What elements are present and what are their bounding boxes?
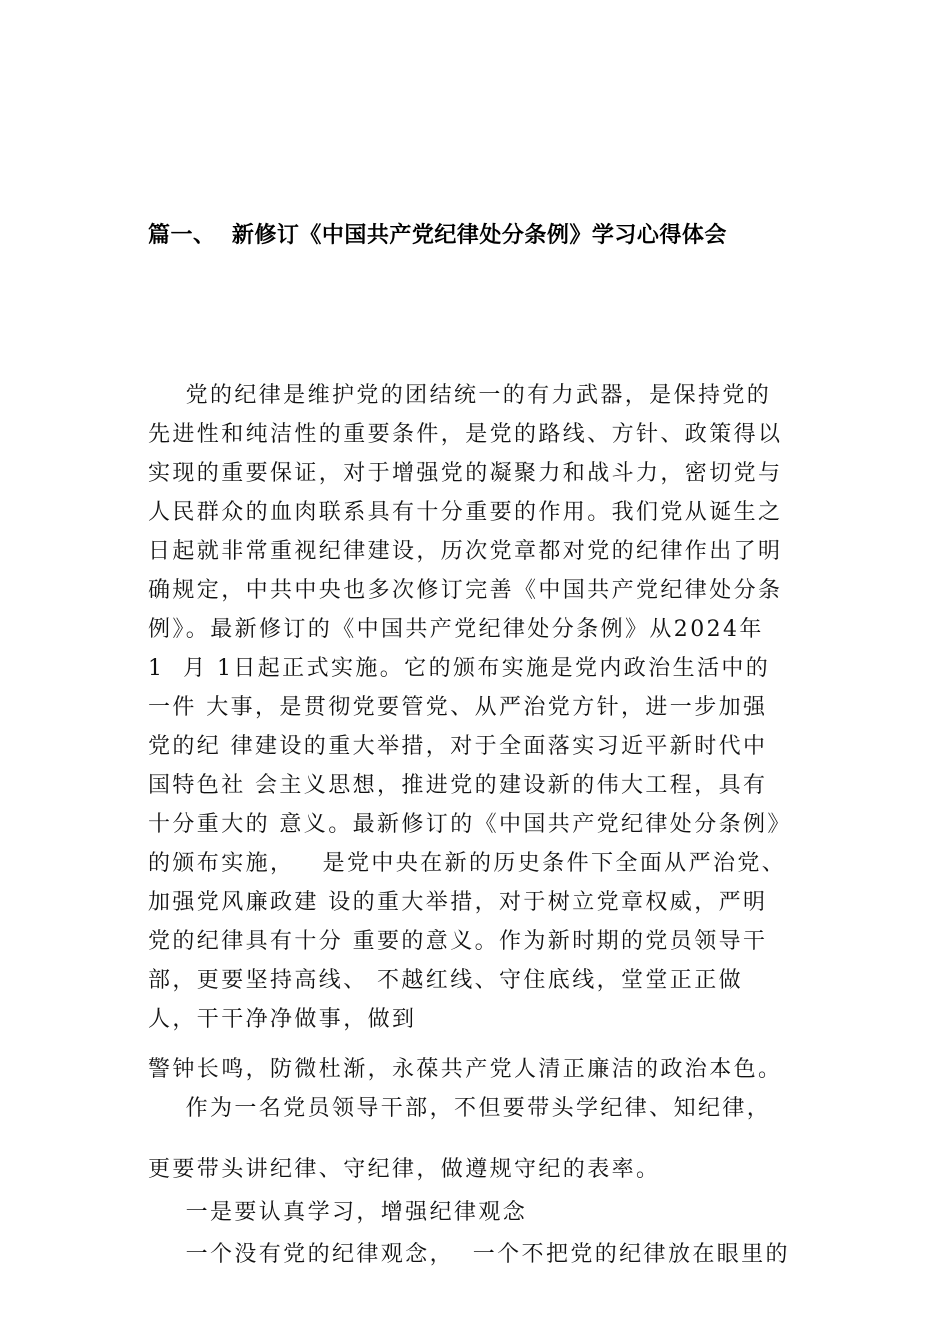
body-line-10: 党的纪 律建设的重大举措，对于全面落实习近平新时代中: [148, 734, 768, 759]
body-line-8: 1 月 1日起正式实施。它的颁布实施是党内政治生活中的: [148, 656, 771, 681]
body-line-17: 人，干干净净做事，做到: [148, 1007, 417, 1032]
body-line-20: 更要带头讲纪律、守纪律，做遵规守纪的表率。: [148, 1157, 661, 1182]
body-line-7: 例》。最新修订的《中国共产党纪律处分条例》从2024年: [148, 617, 764, 642]
body-line-4: 人民群众的血肉联系具有十分重要的作用。我们党从诞生之: [148, 500, 783, 525]
body-line-2: 先进性和纯洁性的重要条件，是党的路线、方针、政策得以: [148, 422, 783, 447]
body-line-13: 的颁布实施， 是党中央在新的历史条件下全面从严治党、: [148, 851, 787, 876]
body-line-19: 作为一名党员领导干部，不但要带头学纪律、知纪律，: [148, 1096, 772, 1121]
document-title: 篇一、 新修订《中国共产党纪律处分条例》学习心得体会: [148, 223, 727, 248]
body-line-22: 一个没有党的纪律观念， 一个不把党的纪律放在眼里的: [148, 1242, 790, 1267]
body-line-6: 确规定，中共中央也多次修订完善《中国共产党纪律处分条: [148, 578, 783, 603]
body-line-3: 实现的重要保证，对于增强党的凝聚力和战斗力，密切党与: [148, 461, 783, 486]
body-line-11: 国特色社 会主义思想，推进党的建设新的伟大工程，具有: [148, 773, 768, 798]
body-line-21: 一是要认真学习，增强纪律观念: [148, 1200, 528, 1225]
body-line-1: 党的纪律是维护党的团结统一的有力武器，是保持党的: [148, 383, 772, 408]
body-line-5: 日起就非常重视纪律建设，历次党章都对党的纪律作出了明: [148, 539, 783, 564]
body-line-12: 十分重大的 意义。最新修订的《中国共产党纪律处分条例》: [148, 812, 792, 837]
body-line-18: 警钟长鸣，防微杜渐，永葆共产党人清正廉洁的政治本色。: [148, 1057, 783, 1082]
body-line-14: 加强党风廉政建 设的重大举措，对于树立党章权威，严明: [148, 890, 768, 915]
body-line-16: 部，更要坚持高线、 不越红线、守住底线，堂堂正正做: [148, 968, 743, 993]
body-line-15: 党的纪律具有十分 重要的意义。作为新时期的党员领导干: [148, 929, 768, 954]
body-line-9: 一件 大事，是贯彻党要管党、从严治党方针，进一步加强: [148, 695, 768, 720]
